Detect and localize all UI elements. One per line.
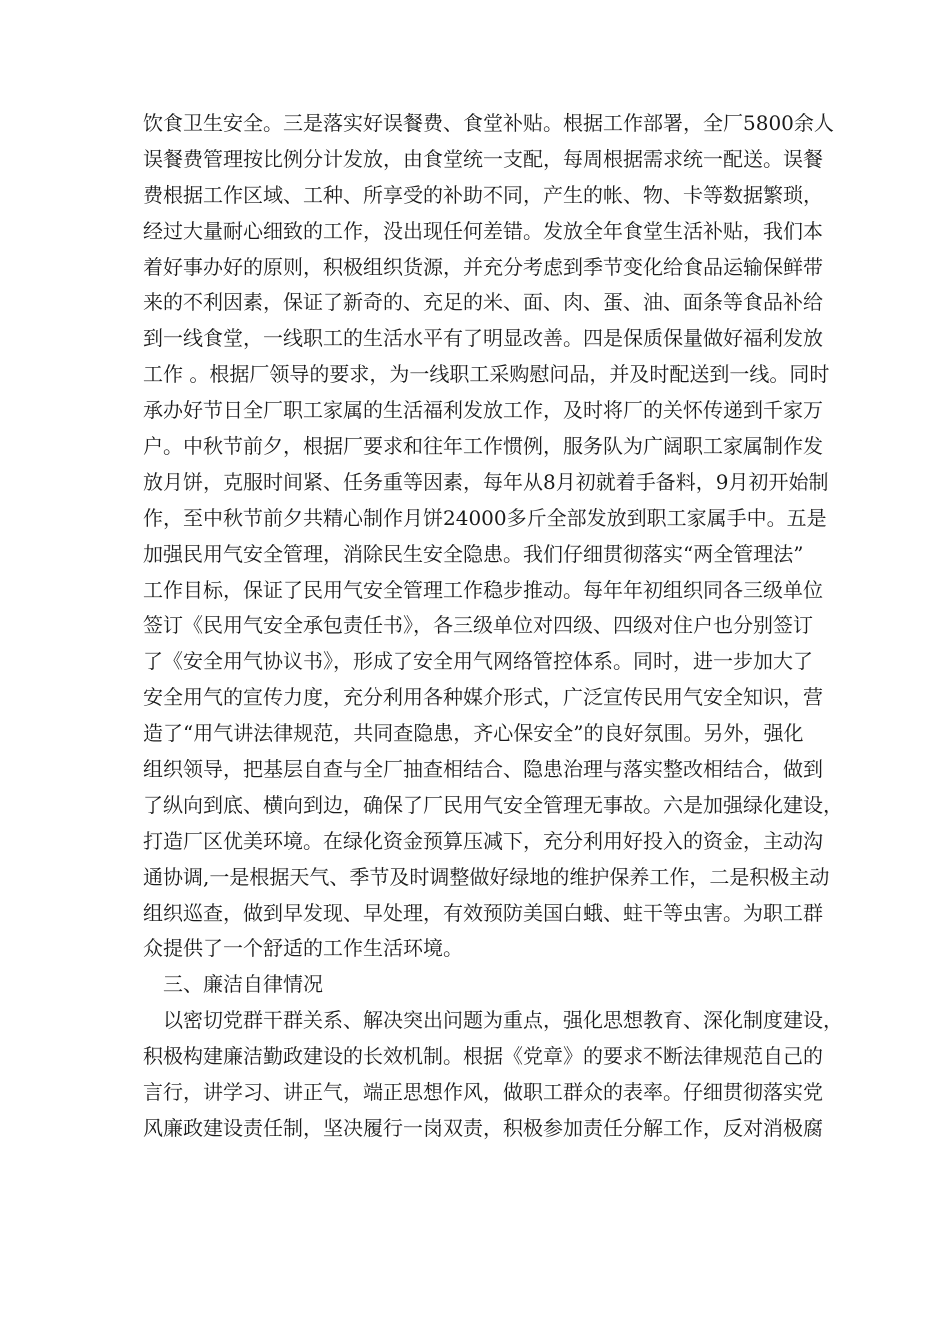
paragraph-line: 放月饼，克服时间紧、任务重等因素，每年从8月初就着手备料，9月初开始制 — [143, 469, 829, 494]
paragraph-line: 组织巡查，做到早发现、早处理，有效预防美国白蛾、蛀干等虫害。为职工群 — [143, 900, 823, 925]
paragraph-line: 组织领导，把基层自查与全厂抽查相结合、隐患治理与落实整改相结合，做到 — [143, 757, 823, 782]
section-heading: 三、廉洁自律情况 — [163, 972, 323, 997]
paragraph-line: 风廉政建设责任制，坚决履行一岗双责，积极参加责任分解工作，反对消极腐 — [143, 1115, 823, 1140]
paragraph-line: 积极构建廉洁勤政建设的长效机制。根据《党章》的要求不断法律规范自己的 — [143, 1044, 823, 1069]
paragraph-line: 打造厂区优美环境。在绿化资金预算压减下，充分利用好投入的资金，主动沟 — [143, 828, 823, 853]
paragraph-line: 工作 。根据厂领导的要求，为一线职工采购慰问品，并及时配送到一线。同时 — [143, 362, 830, 387]
paragraph-line: 到一线食堂，一线职工的生活水平有了明显改善。四是保质保量做好福利发放 — [143, 326, 823, 351]
paragraph-line: 了《安全用气协议书》，形成了安全用气网络管控体系。同时，进一步加大了 — [143, 649, 813, 674]
paragraph-line: 了纵向到底、横向到边，确保了厂民用气安全管理无事故。六是加强绿化建设， — [143, 792, 843, 817]
paragraph-line: 经过大量耐心细致的工作，没出现任何差错。发放全年食堂生活补贴，我们本 — [143, 218, 823, 243]
paragraph-line: 造了“用气讲法律规范，共同查隐患，齐心保安全”的良好氛围。另外，强化 — [143, 721, 804, 746]
paragraph-line: 以密切党群干群关系、解决突出问题为重点，强化思想教育、深化制度建设， — [163, 1008, 843, 1033]
paragraph-line: 签订《民用气安全承包责任书》，各三级单位对四级、四级对住户也分别签订 — [143, 613, 813, 638]
paragraph-line: 承办好节日全厂职工家属的生活福利发放工作，及时将厂的关怀传递到千家万 — [143, 398, 823, 423]
paragraph-line: 安全用气的宣传力度，充分利用各种媒介形式，广泛宣传民用气安全知识，营 — [143, 685, 823, 710]
document-body — [143, 106, 843, 1147]
paragraph-line: 言行，讲学习、讲正气，端正思想作风，做职工群众的表率。仔细贯彻落实党 — [143, 1080, 823, 1105]
paragraph-line: 加强民用气安全管理，消除民生安全隐患。我们仔细贯彻落实“两全管理法” — [143, 541, 804, 566]
paragraph-line: 着好事办好的原则，积极组织货源，并充分考虑到季节变化给食品运输保鲜带 — [143, 254, 823, 279]
paragraph-line: 户。中秋节前夕，根据厂要求和往年工作惯例，服务队为广阔职工家属制作发 — [143, 434, 823, 459]
paragraph-line: 费根据工作区域、工种、所享受的补助不同，产生的帐、物、卡等数据繁琐， — [143, 182, 823, 207]
paragraph-line: 作，至中秋节前夕共精心制作月饼24000多斤全部发放到职工家属手中。五是 — [143, 505, 827, 530]
paragraph-line: 通协调,一是根据天气、季节及时调整做好绿地的维护保养工作，二是积极主动 — [143, 864, 830, 889]
paragraph-line: 工作目标，保证了民用气安全管理工作稳步推动。每年年初组织同各三级单位 — [143, 577, 823, 602]
paragraph-line: 饮食卫生安全。三是落实好误餐费、食堂补贴。根据工作部署，全厂5800余人 — [143, 111, 834, 135]
paragraph-line: 来的不利因素，保证了新奇的、充足的米、面、肉、蛋、油、面条等食品补给 — [143, 290, 823, 315]
paragraph-line: 误餐费管理按比例分计发放，由食堂统一支配，每周根据需求统一配送。误餐 — [143, 146, 823, 171]
paragraph-line: 众提供了一个舒适的工作生活环境。 — [143, 936, 463, 961]
